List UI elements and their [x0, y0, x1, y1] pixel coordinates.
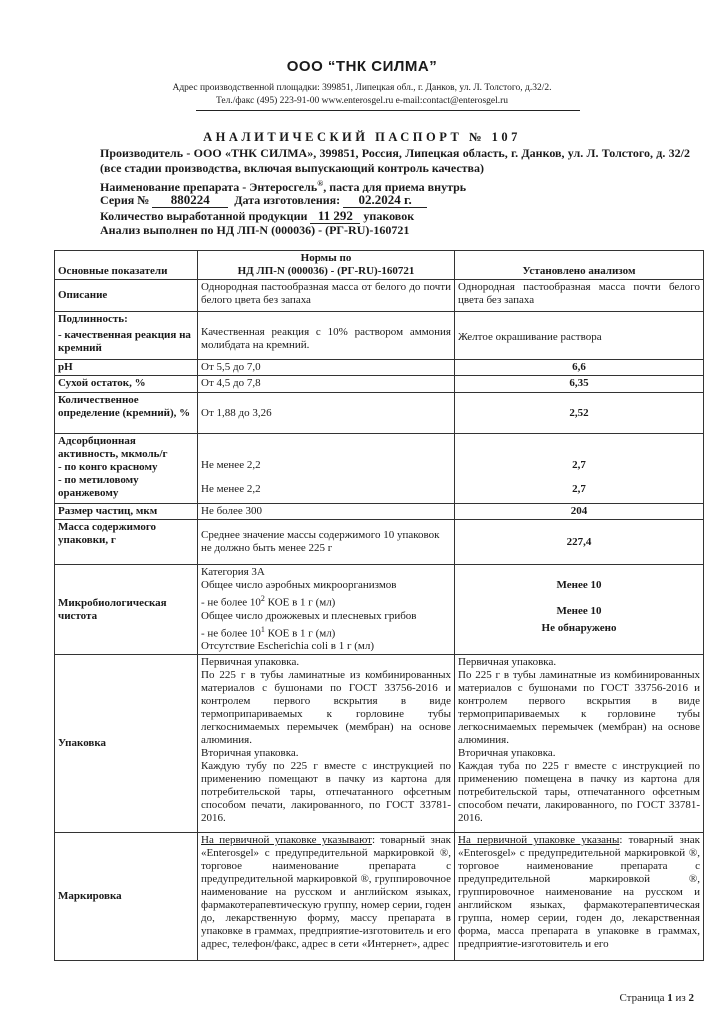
series-and-date: Серия № 880224 Дата изготовления: 02.2024 г.	[100, 192, 690, 208]
table-row-dry-residue: Сухой остаток, % От 4,5 до 7,8 6,35	[55, 376, 704, 393]
table-row-description: Описание Однородная пастообразная масса от белого до почти белого цвета без запаха Однородная пастообразная масса почти белого цвета без запаха	[55, 280, 704, 312]
table-row-authenticity: Подлинность: - качественная реакция на кремний Качественная реакция с 10% раствором аммония молибдата на кремний. Желтое окрашивание раствора	[55, 312, 704, 360]
analysis-basis: Анализ выполнен по НД ЛП-N (000036) - (РГ-RU)-160721	[100, 223, 410, 237]
table-row-silicon: Количественное определение (кремний), % От 1,88 до 3,26 2,52	[55, 393, 704, 434]
company-name: ООО “ТНК СИЛМА”	[286, 58, 438, 75]
header-result: Установлено анализом	[455, 251, 704, 280]
header-indicators: Основные показатели	[55, 251, 198, 280]
table-row-packaging: Упаковка Первичная упаковка. По 225 г в тубы ламинатные из комбинированных материалов с бушонами по ГОСТ 33756-2016 и контролем первого вскрытия в виде термоприпариваемых к горловине тубы легкоснимаемых перемычек (мембран) на основе алюминия. Вторичная упаковка. Каждую тубу по 225 г вместе с инструкцией по применению помещают в пачку из картона для потребительской тары, отпечатанного офсетным способом печати, лакированного, по ГОСТ 33781-2016. Первичная упаковка. По 225 г в тубы ламинатные из комбинированных материалов с бушонами по ГОСТ 33756-2016 и контролем первого вскрытия в виде термоприпариваемых к горловине тубы легкоснимаемых перемычек (мембран) на основе алюминия. Вторичная упаковка. Каждая туба по 225 г вместе с инструкцией по применению помещена в пачку из картона для потребительской тары, отпечатанного офсетным способом печати, лакированного, по ГОСТ 33781-2016.	[55, 655, 704, 833]
header-divider	[196, 110, 580, 111]
table-header-row	[55, 251, 704, 280]
producer-info: Производитель - ООО «ТНК СИЛМА», 399851, Россия, Липецкая область, г. Данков, ул. Л. Толстого, д. 32/2 (все стадии производства, включая выпускающий контроль качества)	[100, 146, 690, 175]
quantity-value: 11 292	[310, 208, 360, 224]
product-name: Наименование препарата - Энтеросгель®, паста для приема внутрь	[100, 179, 467, 194]
table-row-marking: Маркировка На первичной упаковке указывают: товарный знак «Enterosgel» с предупредительной маркировкой ®, торговое наименование препарата с предупредительной маркировкой ®, группировочное наименование на русском и английском языках, фармакотерапевтическую группу, номер серии, годен до, лекарственную форму, массу препарата в упаковке в граммах, предприятие-изготовитель и его адрес, телефон/факс, адрес в сети «Интернет», адрес На первичной упаковке указаны: товарный знак «Enterosgel» с предупредительной маркировкой ®, торговое наименование препарата с предупредительной маркировкой ®, группировочное наименование на русском и английском языках, фармакотерапевтическая группа, номер серии, годен до, лекарственная форма, масса препарата в упаковке в граммах, предприятие-изготовитель и его	[55, 833, 704, 961]
manufacture-date: 02.2024 г.	[343, 192, 427, 208]
table-row-adsorption: Адсорбционная активность, мкмоль/г - по конго красному - по метиловому оранжевому Не менее 2,2 Не менее 2,2 2,7 2,7	[55, 434, 704, 504]
series-number: 880224	[152, 192, 228, 208]
document-title: АНАЛИТИЧЕСКИЙ ПАСПОРТ № 107	[203, 130, 521, 144]
analysis-table	[54, 250, 704, 961]
contact-line: Тел./факс (495) 223-91-00 www.enterosgel.ru e-mail:contact@enterosgel.ru	[215, 96, 509, 106]
table-row-mass: Масса содержимого упаковки, г Среднее значение массы содержимого 10 упаковок не должно быть менее 225 г 227,4	[55, 520, 704, 565]
table-row-ph: pH От 5,5 до 7,0 6,6	[55, 360, 704, 376]
page-number: Страница 1 из 2	[619, 992, 694, 1004]
header-norms: Нормы по НД ЛП-N (000036) - (РГ-RU)-160721	[198, 251, 455, 280]
table-row-particle-size: Размер частиц, мкм Не более 300 204	[55, 504, 704, 520]
production-address: Адрес производственной площадки: 399851, Липецкая обл., г. Данков, ул. Л. Толстого, д.32/2.	[172, 83, 552, 93]
quantity-info: Количество выработанной продукции 11 292 упаковок	[100, 208, 415, 223]
table-row-microbiology: Микробиологическая чистота Категория 3А Общее число аэробных микроорганизмов - не более $10^2$ КОЕ в 1 г (мл) Общее число дрожжевых и плесневых грибов - не более $10^1$ КОЕ в 1 г (мл) Отсутствие Escherichia coli в 1 г (мл) Менее 10 Менее 10 Не обнаружено	[55, 565, 704, 655]
